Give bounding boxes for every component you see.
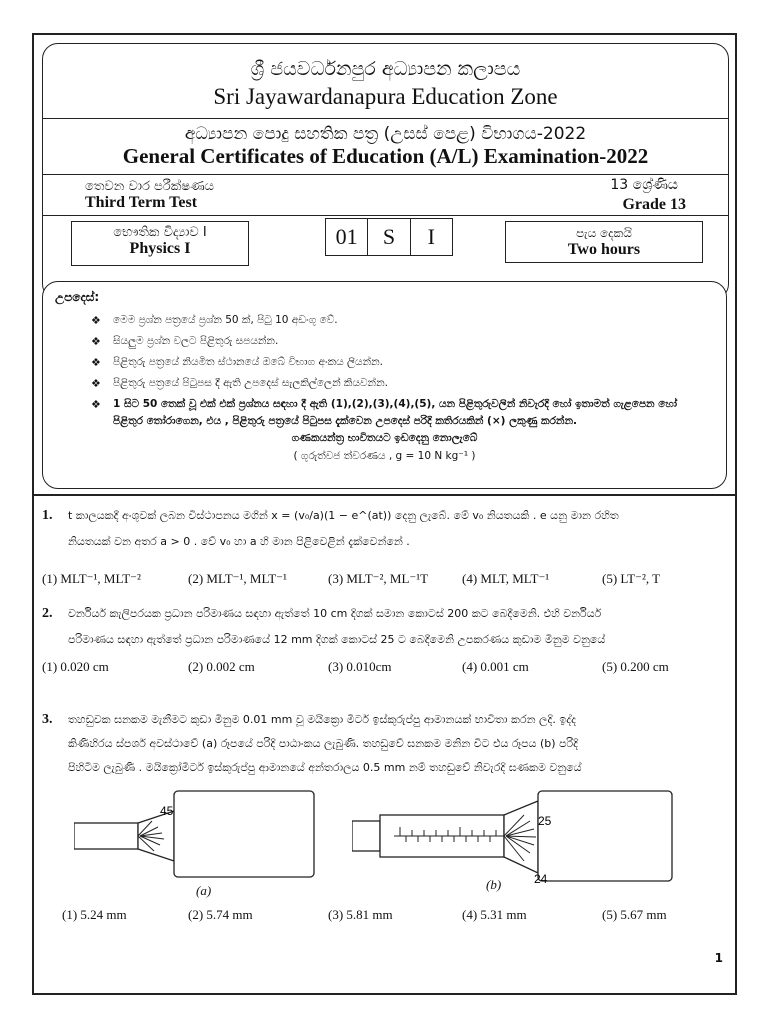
question-text: t කාලයකදී අංශුවක් ලබන විස්ථාපනය මගින් x = (v₀/a)(1 − e^(at)) දෙනු ලැබේ. මේ v₀ නියතයකි . e යනු මාන රහිත [68, 509, 619, 522]
exam-title-english: General Certificates of Education (A/L) Examination-2022 [122, 144, 649, 168]
question-text: නියතයක් වන අතර a > 0 . වේ v₀ හා a හි මාන පිළිවෙළින් දැක්වෙන්නේ . [68, 535, 410, 548]
grade-english: Grade 13 [622, 196, 686, 213]
page-number: 1 [714, 951, 723, 965]
subject-box [71, 221, 249, 266]
grade-sinhala: 13 ශ්‍රේණිය [610, 177, 678, 193]
list-item: ❖ පිළිතුරු පත්‍රයේ නියමිත ස්ථානයේ ඔබේ විභාග අංකය ලියන්න. [91, 354, 691, 371]
term-english: Third Term Test [85, 194, 198, 211]
question-number: 1. [42, 508, 53, 523]
scale-label: 45 [160, 804, 174, 818]
question-number: 3. [42, 712, 53, 727]
option: (4) MLT, MLT⁻¹ [462, 571, 550, 586]
option: (2) 5.74 mm [188, 907, 253, 922]
zone-title-english: Sri Jayawardanapura Education Zone [213, 84, 558, 109]
question-text: කිණිහිරය ස්පර්ශ අවස්ථාවේ (a) රූපයේ පරිදි පාඨාංකය ලැබුණි. තහඩුවේ ඝනකම මනින විට එය රූපය (b) පරිදි [68, 737, 578, 750]
option: (2) MLT⁻¹, MLT⁻¹ [188, 571, 287, 586]
scale-label: 25 [538, 814, 552, 828]
thimble [174, 791, 314, 877]
paper-code-part: 01 [326, 219, 368, 255]
paper-code-part: S [368, 219, 410, 255]
figure-b-caption: (b) [486, 877, 502, 892]
duration-english: Two hours [567, 241, 641, 258]
paper-code-part: I [427, 224, 435, 249]
question-2 [42, 601, 722, 661]
figure-a-caption: (a) [196, 883, 212, 898]
paper-code-box [325, 218, 453, 256]
exam-title-sinhala: අධ්‍යාපන පොදු සහතික පත්‍ර (උසස් පෙළ) විභාගය-2022 [184, 124, 587, 144]
thimble [538, 791, 672, 881]
subject-sinhala: භෞතික විද්‍යාව I [113, 225, 207, 240]
question-text: පරිමාණය සඳහා ඇත්තේ ප්‍රධාන පරිමාණයේ 12 mm දිගක් කොටස් 25 ට බෙදීමෙනි උපකරණය කුඩාම මිනුම වනුයේ [68, 633, 606, 646]
option: (4) 5.31 mm [462, 907, 527, 922]
zone-title-sinhala: ශ්‍රී ජයවර්ධනපුර අධ්‍යාපන කලාපය [250, 58, 521, 80]
option: (1) MLT⁻¹, MLT⁻² [42, 571, 141, 586]
instructions-list [91, 312, 691, 434]
option: (5) 5.67 mm [602, 907, 667, 922]
anvil [352, 821, 380, 851]
option: (3) 0.010cm [328, 659, 392, 674]
duration-box [505, 221, 703, 263]
sleeve [74, 823, 138, 849]
list-item: ❖ පිළිතුරු පත්‍රයේ පිටුපස දී ඇති උපදෙස් සැලකිල්ලෙන් කියවන්න. [91, 375, 691, 392]
question-number: 2. [42, 606, 53, 621]
duration-sinhala: පැය දෙකයි [576, 226, 632, 240]
list-item: ❖ මෙම ප්‍රශ්න පත්‍රයේ ප්‍රශ්න 50 ක්, පිටු 10 අඩංගු වේ. [91, 312, 691, 329]
question-1 [42, 503, 722, 563]
list-item: ❖ සියලුම ප්‍රශ්න වලට පිළිතුරු සපයන්න. [91, 333, 691, 350]
question-3 [42, 707, 722, 787]
option: (3) MLT⁻², ML⁻¹T [328, 571, 429, 586]
header-box [42, 43, 729, 300]
subject-english: Physics I [129, 240, 191, 257]
micrometer-figure-b [352, 787, 692, 887]
instructions-box [42, 281, 727, 489]
divider [43, 174, 728, 175]
instructions-title: උපදෙස්: [55, 290, 100, 304]
divider [43, 118, 728, 119]
micrometer-figure-a [74, 785, 334, 885]
list-item: ❖ 1 සිට 50 තෙක් වූ එක් එක් ප්‍රශ්නය සඳහා දී ඇති (1),(2),(3),(4),(5), යන පිළිතුරුවලින් නිවැරදි හෝ ඉතාමත් ගැළපෙන හෝ පිළිතුර තෝරාගෙන, එය , පිළිතුරු පත්‍රයේ පිටුපස දැක්වෙන උපදෙස් පරිදි කතිරයකින් (×) ලකුණු කරන්න. [91, 396, 691, 430]
option: (5) 0.200 cm [602, 659, 669, 674]
question-text: තහඩුවක ඝනකම මැනීමට කුඩා මිනුම 0.01 mm වූ මයික්‍රො මීටර් ඉස්කුරුප්පු ආමානයක් භාවිතා කරන ලදි. ඉද්ද [68, 713, 576, 726]
option: (2) 0.002 cm [188, 659, 255, 674]
option: (3) 5.81 mm [328, 907, 393, 922]
option: (4) 0.001 cm [462, 659, 529, 674]
divider [43, 215, 728, 216]
option: (5) LT⁻², T [602, 571, 661, 586]
option: (1) 5.24 mm [62, 907, 127, 922]
term-sinhala: තෙවන වාර පරීක්ෂණය [85, 179, 215, 194]
scale-label: 24 [534, 872, 548, 886]
question-text: වර්නියර් කැලිපරයක ප්‍රධාන පරිමාණය සඳහා ඇත්තේ 10 cm දිගක් සමාන කොටස් 200 කට බෙදීමෙනි. එහි වර්නියර් [68, 607, 602, 620]
section-divider [32, 494, 737, 496]
option: (1) 0.020 cm [42, 659, 109, 674]
gravity-note: ( ගුරුත්වජ ත්වරණය , g = 10 N kg⁻¹ ) [293, 450, 476, 462]
calculator-note: ගණකයන්ත්‍ර භාවිතයට ඉඩදෙනු නොලැබේ [291, 432, 478, 444]
question-text: පිහිටීම ලැබුණි . මයික්‍රෝමීටර් ඉස්කුරුප්පු ආමානයේ අන්තරාලය 0.5 mm නම් තහඩුවේ නිවැරදි ඝණකම වනුයේ [68, 761, 582, 774]
exam-page [32, 33, 737, 995]
